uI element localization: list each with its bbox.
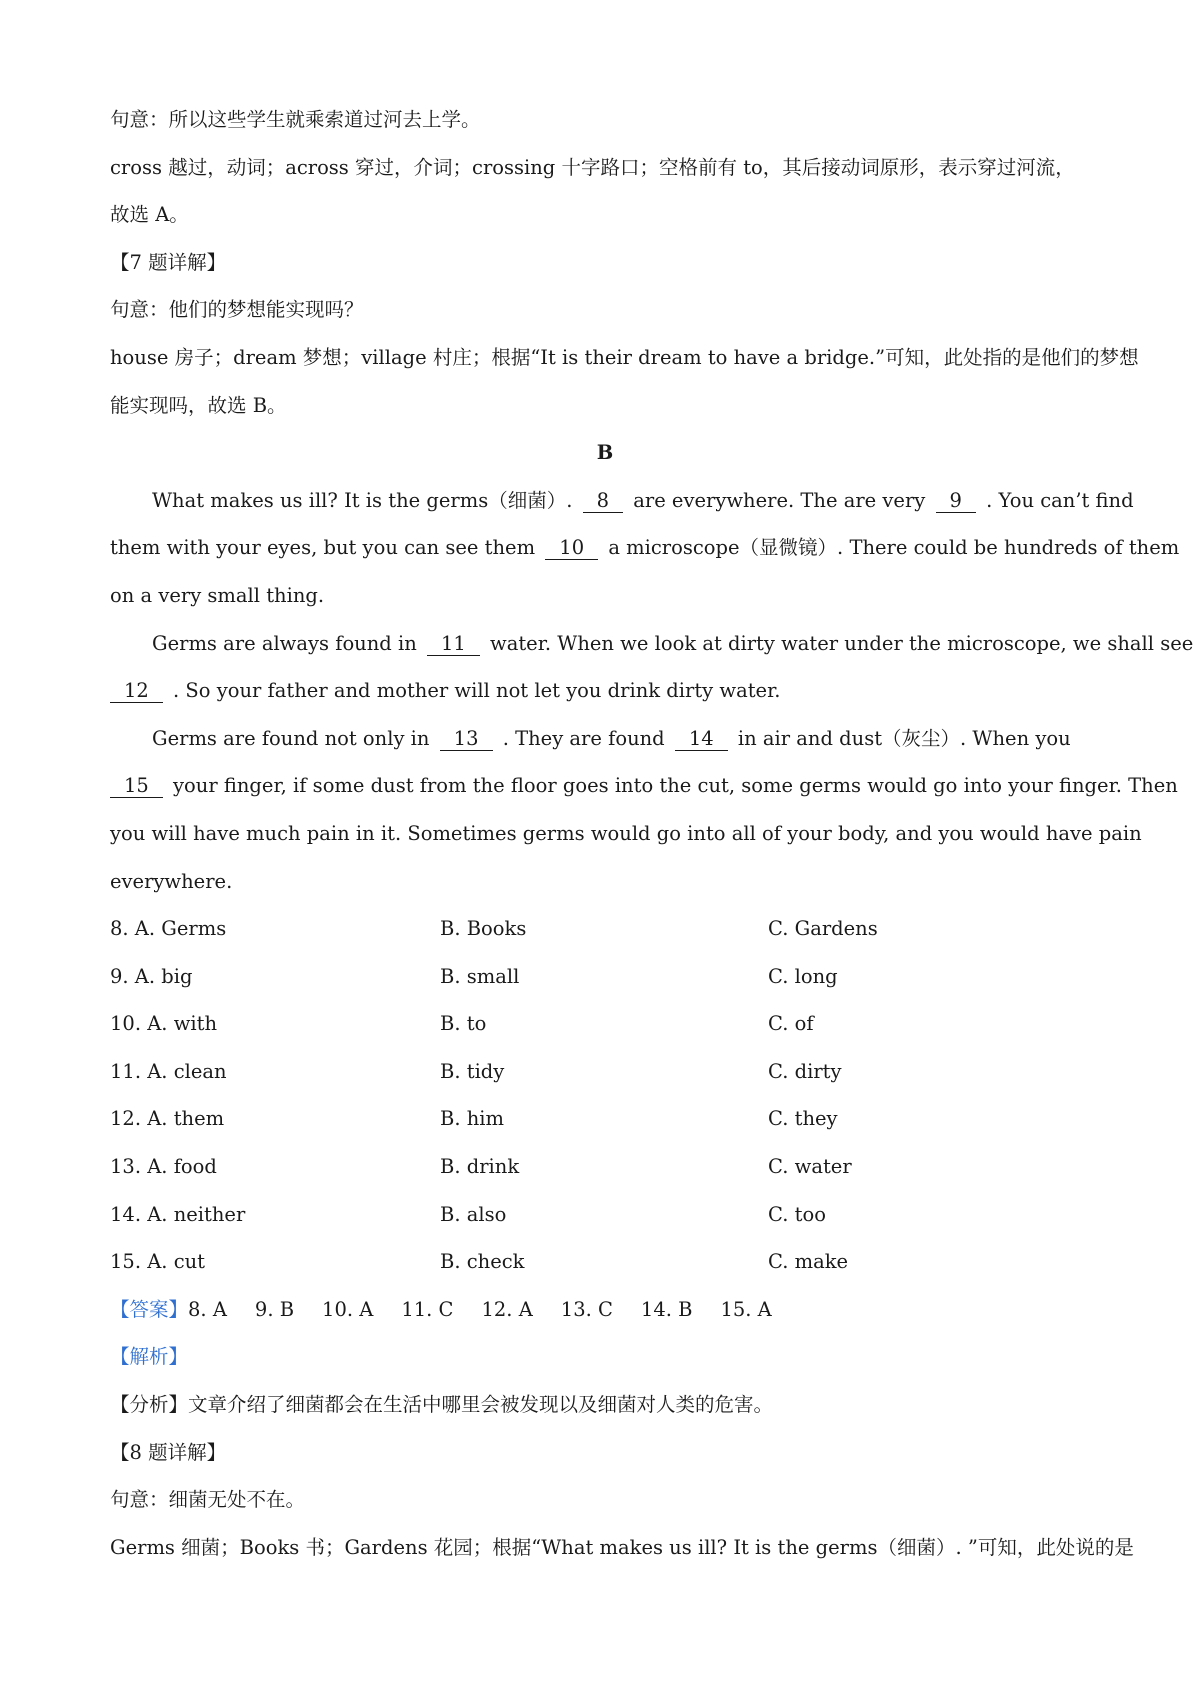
passage-line [110,620,1194,668]
option-c: C. dirty [768,1059,842,1083]
passage-line: you will have much pain in it. Sometimes germs would go into all of your body, and you would have pain [110,821,1142,845]
option-a: 11. A. clean [110,1059,227,1083]
option-c: C. long [768,964,838,988]
analysis-sentence: 句意：细菌无处不在。 [110,1488,306,1512]
option-row [110,1048,1100,1096]
passage-line [110,524,1180,572]
prev-text-line: 能实现吗，故选 B。 [110,393,287,417]
passage-text: in air and dust（灰尘）. When you [737,726,1071,750]
option-row [110,953,1100,1001]
blank-15: 15 [110,775,163,798]
prev-text-line: 句意：所以这些学生就乘索道过河去上学。 [110,108,481,131]
passage-text: water. When we look at dirty water under the microscope, we shall see [490,631,1194,655]
option-row [110,1095,1100,1143]
passage-text: Germs are always found in [152,631,417,655]
option-row [110,1000,1100,1048]
prev-text-line: 故选 A。 [110,203,189,227]
option-c: C. of [768,1012,814,1036]
option-a: 10. A. with [110,1012,218,1036]
option-b: B. tidy [440,1059,505,1083]
blank-10: 10 [545,537,598,560]
option-a: 14. A. neither [110,1202,246,1226]
analysis-summary: 【分析】文章介绍了细菌都会在生活中哪里会被发现以及细菌对人类的危害。 [110,1393,774,1417]
analysis-label: 【解析】 [110,1345,189,1369]
q8-detail-heading: 【8 题详解】 [110,1440,227,1464]
option-row [110,905,1100,953]
answer-item: 12. A [481,1297,533,1321]
blank-13: 13 [440,728,493,751]
document-page [110,96,1194,1571]
option-row [110,1238,1100,1286]
option-a: 9. A. big [110,964,193,988]
blank-8: 8 [583,490,623,513]
option-row [110,1191,1100,1239]
option-a: 12. A. them [110,1107,225,1131]
passage-text: . So your father and mother will not let you drink dirty water. [173,679,781,703]
answer-item: 15. A [720,1297,772,1321]
section-title: B [596,441,614,465]
answer-item: 9. B [254,1297,295,1321]
option-b: B. drink [440,1155,520,1179]
prev-text-line: cross 越过，动词；across 穿过，介词；crossing 十字路口；空格前有 to，其后接动词原形，表示穿过河流， [110,155,1075,179]
answer-label: 【答案】 [110,1297,189,1321]
passage-line: everywhere. [110,869,233,893]
blank-12: 12 [110,680,163,703]
option-a: 8. A. Germs [110,917,227,941]
option-b: B. Books [440,917,527,941]
prev-text-line: house 房子；dream 梦想；village 村庄；根据“It is their dream to have a bridge.”可知，此处指的是他们的梦想 [110,345,1139,369]
answer-item: 13. C [560,1297,613,1321]
q7-detail-heading: 【7 题详解】 [110,250,227,274]
passage-line [110,762,1178,810]
passage-text: What makes us ill? It is the germs（细菌）. [152,488,573,512]
answer-line [110,1286,1100,1334]
option-a: 13. A. food [110,1155,217,1179]
prev-text-line: 句意：他们的梦想能实现吗？ [110,298,364,322]
passage-text: . They are found [502,726,665,750]
option-b: B. check [440,1250,525,1274]
option-b: B. to [440,1012,487,1036]
answer-item: 10. A [322,1297,374,1321]
option-b: B. also [440,1202,507,1226]
passage-text: your finger, if some dust from the floor goes into the cut, some germs would go into your finger. Then [173,774,1178,798]
answer-item: 14. B [640,1297,693,1321]
passage-text: a microscope（显微镜）. There could be hundreds of them [608,536,1180,560]
option-c: C. they [768,1107,838,1131]
option-a: 15. A. cut [110,1250,206,1274]
blank-14: 14 [675,728,728,751]
analysis-explanation: Germs 细菌；Books 书；Gardens 花园；根据“What makes us ill? It is the germs（细菌）. ”可知，此处说的是 [110,1535,1134,1559]
option-row [110,1143,1100,1191]
option-c: C. Gardens [768,917,878,941]
passage-text: are everywhere. The are very [633,488,926,512]
answer-item: 11. C [401,1297,454,1321]
passage-line: on a very small thing. [110,583,325,607]
option-b: B. small [440,964,520,988]
passage-text: Germs are found not only in [152,726,430,750]
blank-11: 11 [427,633,480,656]
passage-text: . You can’t find [986,488,1134,512]
option-b: B. him [440,1107,505,1131]
option-c: C. make [768,1250,849,1274]
option-c: C. too [768,1202,826,1226]
passage-text: them with your eyes, but you can see them [110,536,536,560]
option-c: C. water [768,1155,852,1179]
passage-line [110,477,1134,525]
passage-line [110,667,1100,715]
answer-item: 8. A [188,1297,227,1321]
passage-line [110,715,1100,763]
blank-9: 9 [936,490,976,513]
